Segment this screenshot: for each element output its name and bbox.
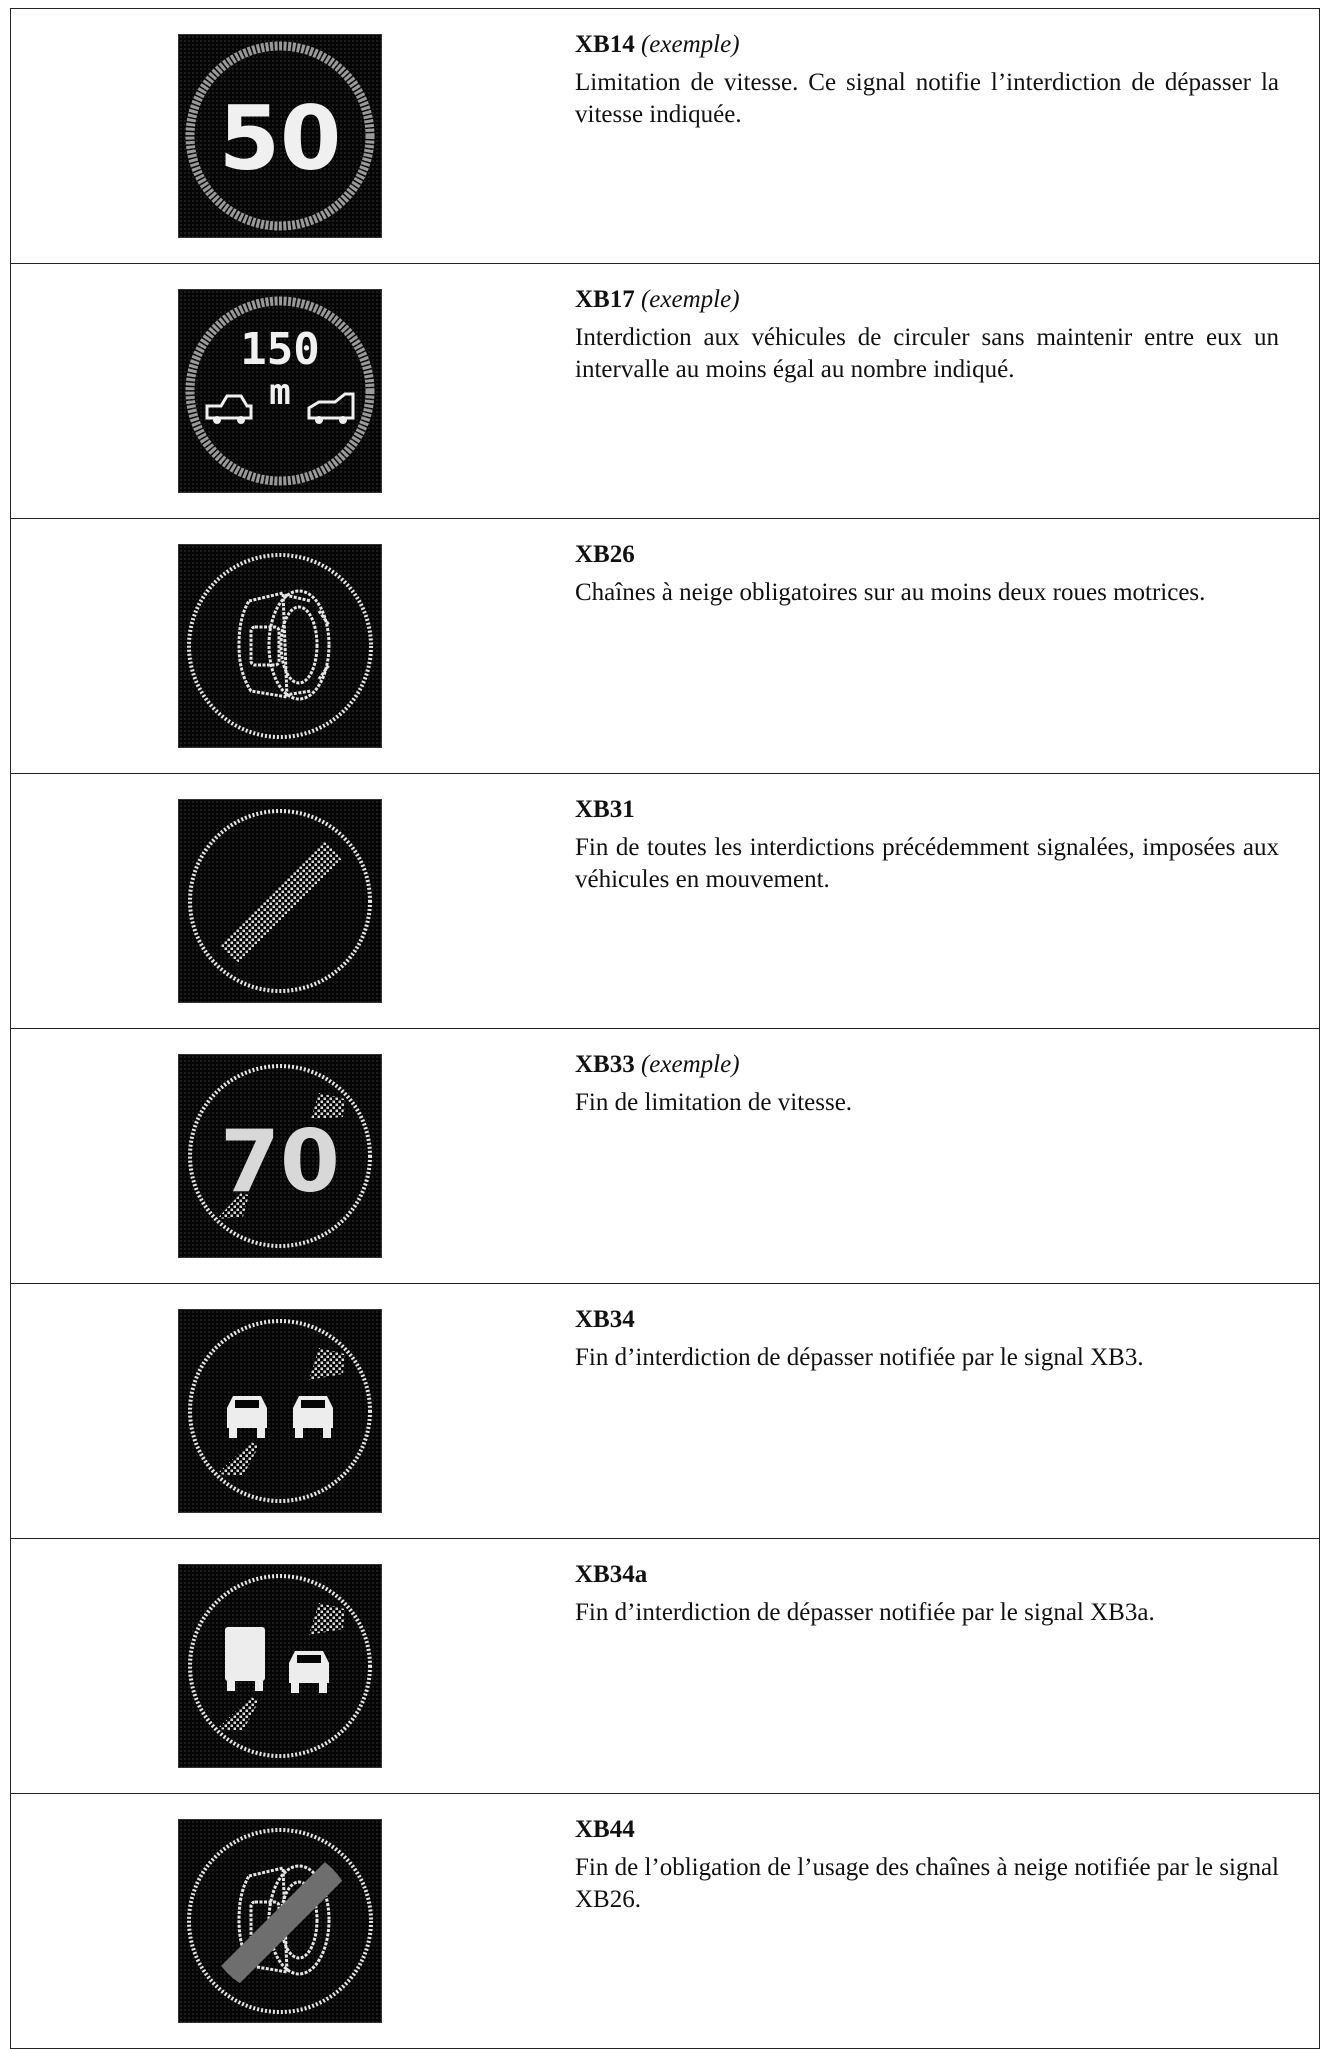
signal-description: Chaînes à neige obligatoires sur au moins deux roues motrices. xyxy=(575,579,1206,606)
signal-qualifier: (exemple) xyxy=(640,31,740,58)
sign-cell xyxy=(11,519,550,774)
end-no-overtaking-icon xyxy=(178,1309,382,1513)
sign-cell xyxy=(11,1539,550,1794)
signal-code: XB33 xyxy=(575,1051,635,1078)
sign-unit: m xyxy=(269,372,291,413)
signal-code: XB44 xyxy=(575,1816,635,1843)
sign-number: 150 xyxy=(240,324,320,375)
sign-number: 70 xyxy=(220,1112,340,1212)
sign-cell xyxy=(11,774,550,1029)
signal-code: XB31 xyxy=(575,796,635,823)
signal-description: Fin de limitation de vitesse. xyxy=(575,1089,853,1116)
signal-heading xyxy=(575,284,1279,316)
table-row xyxy=(11,1539,1320,1794)
signal-qualifier: (exemple) xyxy=(640,1051,740,1078)
description-cell xyxy=(549,1539,1320,1794)
sign-cell xyxy=(11,264,550,519)
description-cell xyxy=(549,774,1320,1029)
signal-heading xyxy=(575,794,1279,826)
snow-chains-icon xyxy=(178,544,382,748)
table-row xyxy=(11,264,1320,519)
signal-description: Fin d’interdiction de dépasser notifiée par le signal XB3a. xyxy=(575,1599,1155,1626)
signal-heading xyxy=(575,1049,1279,1081)
end-no-overtaking-trucks-icon xyxy=(178,1564,382,1768)
table-row xyxy=(11,1794,1320,2049)
sign-cell xyxy=(11,1284,550,1539)
table-row xyxy=(11,1029,1320,1284)
signal-description: Limitation de vitesse. Ce signal notifie l’interdiction de dépasser la vitesse indiquée. xyxy=(575,69,1279,128)
signal-heading xyxy=(575,1814,1279,1846)
sign-cell xyxy=(11,1029,550,1284)
speed-limit-50-icon xyxy=(178,34,382,238)
signal-description: Fin de toutes les interdictions précédemment signalées, imposées aux véhicules en mouvement. xyxy=(575,834,1279,893)
table-row xyxy=(11,1284,1320,1539)
signal-description: Interdiction aux véhicules de circuler sans maintenir entre eux un intervalle au moins égal au nombre indiqué. xyxy=(575,324,1279,383)
signal-heading xyxy=(575,539,1279,571)
signal-code: XB34a xyxy=(575,1561,648,1588)
signal-qualifier: (exemple) xyxy=(640,286,740,313)
description-cell xyxy=(549,1284,1320,1539)
description-cell xyxy=(549,264,1320,519)
end-speed-limit-70-icon xyxy=(178,1054,382,1258)
vehicle-distance-icon xyxy=(178,289,382,493)
table-row xyxy=(11,9,1320,264)
signal-heading xyxy=(575,1559,1279,1591)
signal-code: XB17 xyxy=(575,286,635,313)
description-cell xyxy=(549,9,1320,264)
table-row xyxy=(11,774,1320,1029)
end-snow-chains-icon xyxy=(178,1819,382,2023)
sign-number: 50 xyxy=(218,87,342,190)
signal-code: XB14 xyxy=(575,31,635,58)
sign-cell xyxy=(11,1794,550,2049)
end-of-all-restrictions-icon xyxy=(178,799,382,1003)
signal-heading xyxy=(575,1304,1279,1336)
signal-description: Fin d’interdiction de dépasser notifiée par le signal XB3. xyxy=(575,1344,1144,1371)
signal-table xyxy=(10,8,1320,2049)
signal-heading xyxy=(575,29,1279,61)
signal-code: XB34 xyxy=(575,1306,635,1333)
signal-code: XB26 xyxy=(575,541,635,568)
sign-cell xyxy=(11,9,550,264)
description-cell xyxy=(549,519,1320,774)
signal-description: Fin de l’obligation de l’usage des chaînes à neige notifiée par le signal XB26. xyxy=(575,1854,1279,1913)
description-cell xyxy=(549,1794,1320,2049)
table-row xyxy=(11,519,1320,774)
description-cell xyxy=(549,1029,1320,1284)
